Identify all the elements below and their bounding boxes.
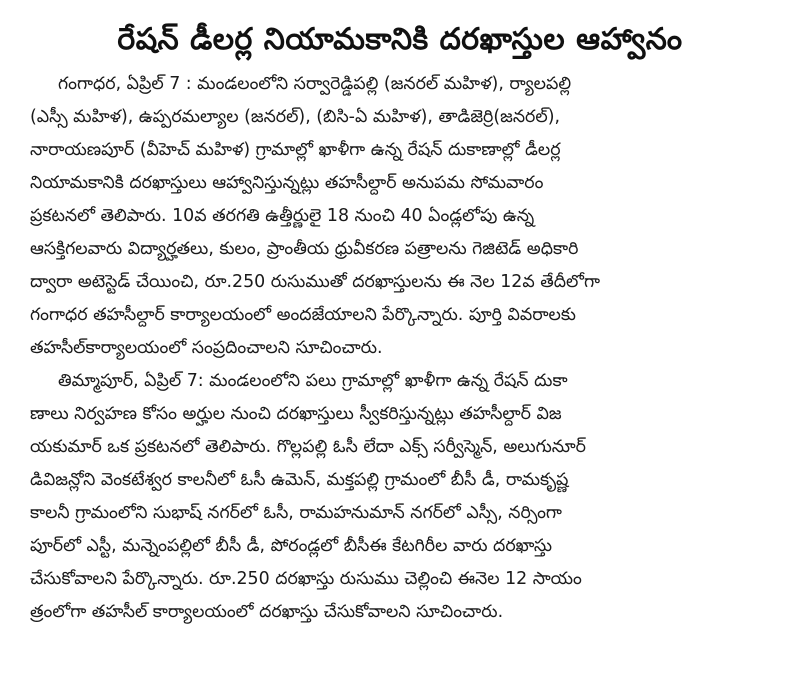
paragraph-line: నారాయణపూర్ (వీహెచ్ మహిళ) గ్రామాల్లో ఖాళీగా ఉన్న రేషన్ దుకాణాల్లో డీలర్ల bbox=[30, 140, 561, 160]
paragraph-gangadhara bbox=[30, 68, 770, 365]
paragraph-line: ప్రకటనలో తెలిపారు. 10వ తరగతి ఉత్తీర్ణులై 18 నుంచి 40 ఏండ్లలోపు ఉన్న bbox=[30, 206, 535, 226]
paragraph-line: యకుమార్ ఒక ప్రకటనలో తెలిపారు. గొల్లపల్లి ఓసీ లేదా ఎక్స్ సర్వీస్మెన్, అలుగునూర్ bbox=[30, 437, 586, 457]
paragraph-line: తిమ్మాపూర్, ఏప్రిల్ 7: మండలంలోని పలు గ్రామాల్లో ఖాళీగా ఉన్న రేషన్ దుకా bbox=[58, 371, 568, 391]
paragraph-line: గంగాధర తహసీల్దార్ కార్యాలయంలో అందజేయాలని పేర్కొన్నారు. పూర్తి వివరాలకు bbox=[30, 305, 576, 325]
headline: రేషన్ డీలర్ల నియామకానికి దరఖాస్తుల ఆహ్వానం bbox=[117, 22, 683, 57]
paragraph-line: చేసుకోవాలని పేర్కొన్నారు. రూ.250 దరఖాస్తు రుసుము చెల్లించి ఈనెల 12 సాయం bbox=[30, 569, 582, 589]
paragraph-line: ణాలు నిర్వహణ కోసం అర్హుల నుంచి దరఖాస్తులు స్వీకరిస్తున్నట్లు తహసీల్దార్ విజ bbox=[30, 404, 562, 424]
paragraph-line: తహసీల్‌కార్యాలయంలో సంప్రదించాలని సూచించారు. bbox=[30, 338, 383, 358]
paragraph-line: ఆసక్తిగలవారు విద్యార్హతలు, కులం, ప్రాంతీయ ధ్రువీకరణ పత్రాలను గెజిటెడ్ అధికారి bbox=[30, 239, 579, 259]
paragraph-line: పూర్‌లో ఎస్టీ, మన్నెంపల్లిలో బీసీ డీ, పోరండ్లలో బీసీఈ కేటగిరీల వారు దరఖాస్తు bbox=[30, 536, 553, 556]
paragraph-line: డివిజన్లోని వెంకటేశ్వర కాలనీలో ఓసీ ఉమెన్, మక్తపల్లి గ్రామంలో బీసీ డీ, రామకృష్ణ bbox=[30, 470, 569, 490]
paragraph-timmapur bbox=[30, 365, 770, 629]
bottom-edge bbox=[0, 674, 800, 684]
paragraph-line: (ఎస్సీ మహిళ), ఉప్పరమల్యాల (జనరల్), (బిసి-ఏ మహిళ), తాడిజెర్రి(జనరల్), bbox=[30, 107, 561, 127]
paragraph-line: త్రంలోగా తహసీల్ కార్యాలయంలో దరఖాస్తు చేసుకోవాలని సూచించారు. bbox=[30, 602, 504, 622]
paragraph-line: గంగాధర, ఏప్రిల్ 7 : మండలంలోని సర్వారెడ్డిపల్లి (జనరల్ మహిళ), ర్యాలపల్లి bbox=[58, 74, 572, 94]
paragraph-line: కాలనీ గ్రామంలోని సుభాష్ నగర్‌లో ఓసీ, రామహనుమాన్ నగర్‌లో ఎస్సీ, నర్సింగా bbox=[30, 503, 562, 523]
paragraph-line: నియామకానికి దరఖాస్తులు ఆహ్వానిస్తున్నట్లు తహసీల్దార్ అనుపమ సోమవారం bbox=[30, 173, 544, 193]
paragraph-line: ద్వారా అటెస్టెడ్ చేయించి, రూ.250 రుసుముతో దరఖాస్తులను ఈ నెల 12వ తేదీలోగా bbox=[30, 272, 600, 292]
